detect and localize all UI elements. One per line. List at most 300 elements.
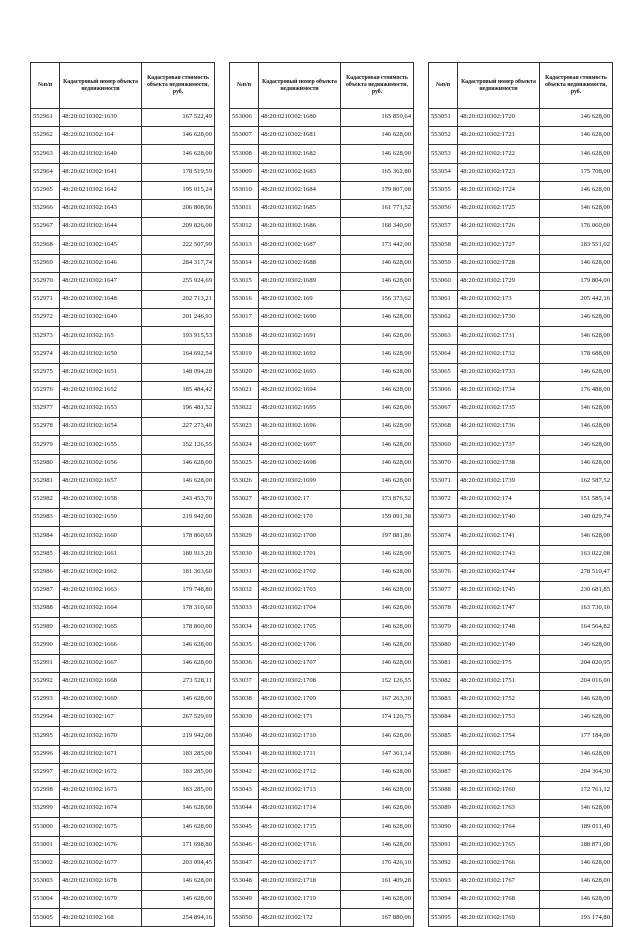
row-number: 553068 [429, 418, 458, 436]
row-number: 552995 [31, 727, 60, 745]
cadastral-value: 204 020,95 [540, 654, 613, 672]
row-number: 553052 [429, 127, 458, 145]
cadastral-value: 206 808,06 [142, 199, 215, 217]
row-number: 553002 [31, 854, 60, 872]
cadastral-number: 48:20:0210302:1685 [259, 199, 341, 217]
table-row [429, 490, 613, 508]
table-row [429, 363, 613, 381]
table-row [31, 509, 215, 527]
cadastral-value: 146 628,00 [341, 781, 414, 799]
row-number: 553041 [230, 745, 259, 763]
cadastral-number: 48:20:0210302:1653 [60, 400, 142, 418]
cadastral-number: 48:20:0210302:1723 [458, 163, 540, 181]
row-number: 553028 [230, 509, 259, 527]
table-row [429, 418, 613, 436]
row-number: 553071 [429, 472, 458, 490]
cadastral-number: 48:20:0210302:1736 [458, 418, 540, 436]
row-number: 553009 [230, 163, 259, 181]
cadastral-value: 173 442,00 [341, 236, 414, 254]
cadastral-number: 48:20:0210302:1661 [60, 545, 142, 563]
row-number: 553025 [230, 454, 259, 472]
row-number: 553062 [429, 309, 458, 327]
cadastral-value: 146 628,00 [341, 309, 414, 327]
cadastral-value: 180 913,20 [142, 545, 215, 563]
cadastral-number: 48:20:0210302:1765 [458, 836, 540, 854]
table-row [31, 236, 215, 254]
cadastral-value: 205 442,16 [540, 290, 613, 308]
row-number: 553057 [429, 218, 458, 236]
table-row [429, 818, 613, 836]
row-number: 553027 [230, 490, 259, 508]
cadastral-value: 173 876,52 [341, 490, 414, 508]
cadastral-value: 146 628,00 [341, 818, 414, 836]
cadastral-value: 219 942,00 [142, 727, 215, 745]
cadastral-value: 146 628,00 [540, 145, 613, 163]
cadastral-number: 48:20:0210302:1709 [259, 691, 341, 709]
cadastral-value: 146 628,00 [341, 836, 414, 854]
row-number: 552962 [31, 127, 60, 145]
row-number: 553048 [230, 872, 259, 890]
table-row [429, 691, 613, 709]
table-row [230, 163, 414, 181]
row-number: 553055 [429, 181, 458, 199]
header-cadastral-number: Кадастровый номер объекта недвижимости [60, 63, 142, 109]
table-row [31, 545, 215, 563]
table-row [31, 490, 215, 508]
cadastral-value: 146 628,00 [341, 891, 414, 909]
table-row [429, 654, 613, 672]
cadastral-number: 48:20:0210302:1660 [60, 527, 142, 545]
cadastral-value: 193 174,80 [540, 909, 613, 927]
row-number: 553077 [429, 581, 458, 599]
header-cadastral-value: Кадастровая стоимость объекта недвижимости, руб. [341, 63, 414, 109]
row-number: 552989 [31, 618, 60, 636]
table-row [230, 691, 414, 709]
table-row [31, 454, 215, 472]
cadastral-value: 222 507,99 [142, 236, 215, 254]
row-number: 552983 [31, 509, 60, 527]
cadastral-value: 227 273,40 [142, 418, 215, 436]
cadastral-number: 48:20:0210302:1695 [259, 400, 341, 418]
row-number: 553092 [429, 854, 458, 872]
cadastral-number: 48:20:0210302:1670 [60, 727, 142, 745]
cadastral-value: 146 628,00 [341, 345, 414, 363]
header-row [429, 63, 613, 109]
cadastral-number: 48:20:0210302:170 [259, 509, 341, 527]
table-row [230, 545, 414, 563]
table-row [31, 872, 215, 890]
row-number: 553089 [429, 800, 458, 818]
cadastral-number: 48:20:0210302:1731 [458, 327, 540, 345]
table-row [31, 163, 215, 181]
row-number: 553054 [429, 163, 458, 181]
cadastral-number: 48:20:0210302:1662 [60, 563, 142, 581]
table-row [31, 272, 215, 290]
cadastral-value: 146 628,00 [540, 109, 613, 127]
cadastral-number: 48:20:0210302:1642 [60, 181, 142, 199]
row-number: 553093 [429, 872, 458, 890]
cadastral-value: 164 564,82 [540, 618, 613, 636]
cadastral-number: 48:20:0210302:168 [60, 909, 142, 927]
cadastral-value: 146 628,00 [341, 327, 414, 345]
row-number: 553083 [429, 691, 458, 709]
cadastral-value: 146 628,00 [341, 400, 414, 418]
table-row [230, 581, 414, 599]
table-row [429, 236, 613, 254]
cadastral-number: 48:20:0210302:176 [458, 763, 540, 781]
table-row [429, 109, 613, 127]
cadastral-number: 48:20:0210302:1725 [458, 199, 540, 217]
row-number: 553026 [230, 472, 259, 490]
header-number: №п/п [230, 63, 259, 109]
cadastral-value: 201 246,93 [142, 309, 215, 327]
table-row [31, 654, 215, 672]
row-number: 552994 [31, 709, 60, 727]
row-number: 553039 [230, 709, 259, 727]
cadastral-value: 146 628,00 [341, 254, 414, 272]
table-row [429, 199, 613, 217]
cadastral-value: 176 488,00 [540, 381, 613, 399]
cadastral-number: 48:20:0210302:1650 [60, 345, 142, 363]
table-row [31, 909, 215, 927]
cadastral-number: 48:20:0210302:1755 [458, 745, 540, 763]
cadastral-number: 48:20:0210302:1706 [259, 636, 341, 654]
table-row [31, 218, 215, 236]
table-row [230, 127, 414, 145]
table-row [429, 127, 613, 145]
row-number: 553078 [429, 600, 458, 618]
cadastral-number: 48:20:0210302:1720 [458, 109, 540, 127]
row-number: 553095 [429, 909, 458, 927]
cadastral-value: 156 373,62 [341, 290, 414, 308]
cadastral-number: 48:20:0210302:1668 [60, 672, 142, 690]
cadastral-value: 179 804,00 [540, 272, 613, 290]
row-number: 553010 [230, 181, 259, 199]
cadastral-value: 146 628,00 [540, 400, 613, 418]
cadastral-number: 48:20:0210302:1687 [259, 236, 341, 254]
row-number: 552991 [31, 654, 60, 672]
table-row [429, 163, 613, 181]
cadastral-value: 146 628,00 [341, 563, 414, 581]
cadastral-value: 175 708,00 [540, 163, 613, 181]
row-number: 553047 [230, 854, 259, 872]
header-row [31, 63, 215, 109]
table-row [230, 400, 414, 418]
cadastral-value: 146 628,00 [142, 891, 215, 909]
cadastral-number: 48:20:0210302:1717 [259, 854, 341, 872]
cadastral-number: 48:20:0210302:1751 [458, 672, 540, 690]
row-number: 553036 [230, 654, 259, 672]
row-number: 553079 [429, 618, 458, 636]
row-number: 552996 [31, 745, 60, 763]
table-row [429, 709, 613, 727]
cadastral-number: 48:20:0210302:1767 [458, 872, 540, 890]
cadastral-value: 178 860,00 [142, 618, 215, 636]
table-row [31, 854, 215, 872]
cadastral-number: 48:20:0210302:1667 [60, 654, 142, 672]
cadastral-value: 168 340,00 [341, 218, 414, 236]
row-number: 552965 [31, 181, 60, 199]
cadastral-value: 146 628,00 [142, 472, 215, 490]
table-row [31, 254, 215, 272]
cadastral-value: 254 894,16 [142, 909, 215, 927]
row-number: 552966 [31, 199, 60, 217]
row-number: 553037 [230, 672, 259, 690]
table-row [31, 745, 215, 763]
cadastral-number: 48:20:0210302:1640 [60, 145, 142, 163]
cadastral-number: 48:20:0210302:165 [60, 327, 142, 345]
cadastral-number: 48:20:0210302:1716 [259, 836, 341, 854]
cadastral-number: 48:20:0210302:1663 [60, 581, 142, 599]
cadastral-value: 183 285,00 [142, 781, 215, 799]
row-number: 553080 [429, 636, 458, 654]
table-row [230, 800, 414, 818]
table-row [429, 509, 613, 527]
cadastral-number: 48:20:0210302:1754 [458, 727, 540, 745]
cadastral-number: 48:20:0210302:1698 [259, 454, 341, 472]
table-row [230, 563, 414, 581]
row-number: 553045 [230, 818, 259, 836]
cadastral-value: 146 628,00 [540, 327, 613, 345]
row-number: 552974 [31, 345, 60, 363]
row-number: 552967 [31, 218, 60, 236]
cadastral-value: 183 285,00 [142, 745, 215, 763]
cadastral-number: 48:20:0210302:1686 [259, 218, 341, 236]
cadastral-value: 151 585,14 [540, 490, 613, 508]
table-row [429, 345, 613, 363]
cadastral-value: 152 126,55 [142, 436, 215, 454]
cadastral-number: 48:20:0210302:1656 [60, 454, 142, 472]
table-row [230, 145, 414, 163]
table-row [230, 254, 414, 272]
table-row [230, 199, 414, 217]
table-row [230, 418, 414, 436]
header-cadastral-value: Кадастровая стоимость объекта недвижимости, руб. [540, 63, 613, 109]
row-number: 552975 [31, 363, 60, 381]
cadastral-number: 48:20:0210302:1641 [60, 163, 142, 181]
cadastral-number: 48:20:0210302:1657 [60, 472, 142, 490]
cadastral-number: 48:20:0210302:1693 [259, 363, 341, 381]
table-row [429, 836, 613, 854]
cadastral-value: 146 628,00 [540, 872, 613, 890]
table-row [230, 891, 414, 909]
table-row [429, 327, 613, 345]
cadastral-value: 146 628,00 [540, 527, 613, 545]
cadastral-number: 48:20:0210302:1649 [60, 309, 142, 327]
cadastral-value: 267 529,69 [142, 709, 215, 727]
cadastral-value: 146 628,00 [341, 654, 414, 672]
row-number: 552973 [31, 327, 60, 345]
row-number: 552993 [31, 691, 60, 709]
table-row [429, 800, 613, 818]
cadastral-value: 146 628,00 [341, 418, 414, 436]
cadastral-number: 48:20:0210302:171 [259, 709, 341, 727]
row-number: 552970 [31, 272, 60, 290]
cadastral-value: 146 628,00 [540, 691, 613, 709]
row-number: 553015 [230, 272, 259, 290]
registry-table-3 [428, 62, 613, 927]
row-number: 553016 [230, 290, 259, 308]
row-number: 553091 [429, 836, 458, 854]
header-number: №п/п [31, 63, 60, 109]
table-row [31, 345, 215, 363]
cadastral-number: 48:20:0210302:1697 [259, 436, 341, 454]
table-row [429, 145, 613, 163]
table-row [31, 836, 215, 854]
row-number: 553082 [429, 672, 458, 690]
row-number: 553023 [230, 418, 259, 436]
row-number: 553075 [429, 545, 458, 563]
cadastral-number: 48:20:0210302:1703 [259, 581, 341, 599]
row-number: 552961 [31, 109, 60, 127]
cadastral-value: 195 015,24 [142, 181, 215, 199]
table-row [31, 618, 215, 636]
row-number: 553011 [230, 199, 259, 217]
cadastral-number: 48:20:0210302:1735 [458, 400, 540, 418]
cadastral-number: 48:20:0210302:167 [60, 709, 142, 727]
table-row [230, 218, 414, 236]
cadastral-value: 178 310,60 [142, 600, 215, 618]
table-row [230, 236, 414, 254]
cadastral-value: 197 881,86 [341, 527, 414, 545]
row-number: 552990 [31, 636, 60, 654]
cadastral-value: 146 628,00 [540, 363, 613, 381]
table-row [429, 727, 613, 745]
table-row [230, 327, 414, 345]
table-row [31, 363, 215, 381]
cadastral-number: 48:20:0210302:1715 [259, 818, 341, 836]
table-row [31, 127, 215, 145]
cadastral-number: 48:20:0210302:1730 [458, 309, 540, 327]
cadastral-number: 48:20:0210302:1733 [458, 363, 540, 381]
table-row [31, 818, 215, 836]
cadastral-value: 189 011,40 [540, 818, 613, 836]
table-row [429, 436, 613, 454]
table-row [31, 709, 215, 727]
table-row [31, 472, 215, 490]
cadastral-value: 146 628,00 [142, 454, 215, 472]
row-number: 553074 [429, 527, 458, 545]
cadastral-value: 146 628,00 [142, 145, 215, 163]
cadastral-value: 159 091,38 [341, 509, 414, 527]
table-row [31, 763, 215, 781]
row-number: 552976 [31, 381, 60, 399]
row-number: 553059 [429, 254, 458, 272]
cadastral-value: 146 628,00 [341, 545, 414, 563]
row-number: 552985 [31, 545, 60, 563]
cadastral-number: 48:20:0210302:1710 [259, 727, 341, 745]
header-cadastral-number: Кадастровый номер объекта недвижимости [458, 63, 540, 109]
row-number: 553049 [230, 891, 259, 909]
cadastral-value: 185 484,42 [142, 381, 215, 399]
cadastral-number: 48:20:0210302:1679 [60, 891, 142, 909]
row-number: 553033 [230, 600, 259, 618]
cadastral-number: 48:20:0210302:1748 [458, 618, 540, 636]
cadastral-value: 188 871,00 [540, 836, 613, 854]
row-number: 552982 [31, 490, 60, 508]
table-row [230, 109, 414, 127]
row-number: 553032 [230, 581, 259, 599]
row-number: 553085 [429, 727, 458, 745]
row-number: 553019 [230, 345, 259, 363]
cadastral-value: 177 184,00 [540, 727, 613, 745]
table-row [31, 691, 215, 709]
cadastral-number: 48:20:0210302:1676 [60, 836, 142, 854]
table-row [429, 454, 613, 472]
cadastral-number: 48:20:0210302:1727 [458, 236, 540, 254]
cadastral-number: 48:20:0210302:1713 [259, 781, 341, 799]
table-row [230, 872, 414, 890]
cadastral-value: 146 628,00 [142, 127, 215, 145]
cadastral-value: 146 628,00 [142, 800, 215, 818]
table-row [230, 454, 414, 472]
table-row [230, 509, 414, 527]
table-row [230, 781, 414, 799]
header-cadastral-value: Кадастровая стоимость объекта недвижимости, руб. [142, 63, 215, 109]
table-row [429, 781, 613, 799]
row-number: 552969 [31, 254, 60, 272]
cadastral-value: 146 628,00 [540, 891, 613, 909]
cadastral-value: 204 016,00 [540, 672, 613, 690]
cadastral-value: 178 688,00 [540, 345, 613, 363]
cadastral-number: 48:20:0210302:1768 [458, 891, 540, 909]
cadastral-number: 48:20:0210302:1732 [458, 345, 540, 363]
row-number: 553031 [230, 563, 259, 581]
cadastral-number: 48:20:0210302:17 [259, 490, 341, 508]
cadastral-number: 48:20:0210302:1692 [259, 345, 341, 363]
cadastral-value: 161 771,52 [341, 199, 414, 217]
table-row [429, 290, 613, 308]
table-row [31, 309, 215, 327]
cadastral-number: 48:20:0210302:1684 [259, 181, 341, 199]
table-row [230, 763, 414, 781]
cadastral-number: 48:20:0210302:1658 [60, 490, 142, 508]
cadastral-number: 48:20:0210302:1694 [259, 381, 341, 399]
registry-tables [30, 62, 613, 927]
cadastral-number: 48:20:0210302:1721 [458, 127, 540, 145]
cadastral-number: 48:20:0210302:1740 [458, 509, 540, 527]
cadastral-number: 48:20:0210302:1753 [458, 709, 540, 727]
cadastral-number: 48:20:0210302:1678 [60, 872, 142, 890]
row-number: 553012 [230, 218, 259, 236]
cadastral-value: 146 628,00 [540, 636, 613, 654]
cadastral-number: 48:20:0210302:1741 [458, 527, 540, 545]
cadastral-number: 48:20:0210302:1648 [60, 290, 142, 308]
cadastral-number: 48:20:0210302:1743 [458, 545, 540, 563]
cadastral-value: 165 362,80 [341, 163, 414, 181]
cadastral-value: 146 628,00 [341, 618, 414, 636]
row-number: 552978 [31, 418, 60, 436]
cadastral-number: 48:20:0210302:1708 [259, 672, 341, 690]
registry-table-2 [229, 62, 414, 927]
row-number: 553087 [429, 763, 458, 781]
cadastral-value: 161 409,28 [341, 872, 414, 890]
cadastral-value: 146 628,00 [341, 600, 414, 618]
cadastral-number: 48:20:0210302:1689 [259, 272, 341, 290]
cadastral-value: 147 361,14 [341, 745, 414, 763]
cadastral-value: 273 528,11 [142, 672, 215, 690]
table-row [31, 527, 215, 545]
header-cadastral-number: Кадастровый номер объекта недвижимости [259, 63, 341, 109]
table-row [429, 618, 613, 636]
row-number: 553084 [429, 709, 458, 727]
table-row [31, 581, 215, 599]
row-number: 553042 [230, 763, 259, 781]
row-number: 552971 [31, 290, 60, 308]
table-row [31, 727, 215, 745]
cadastral-value: 203 094,45 [142, 854, 215, 872]
table-row [31, 600, 215, 618]
